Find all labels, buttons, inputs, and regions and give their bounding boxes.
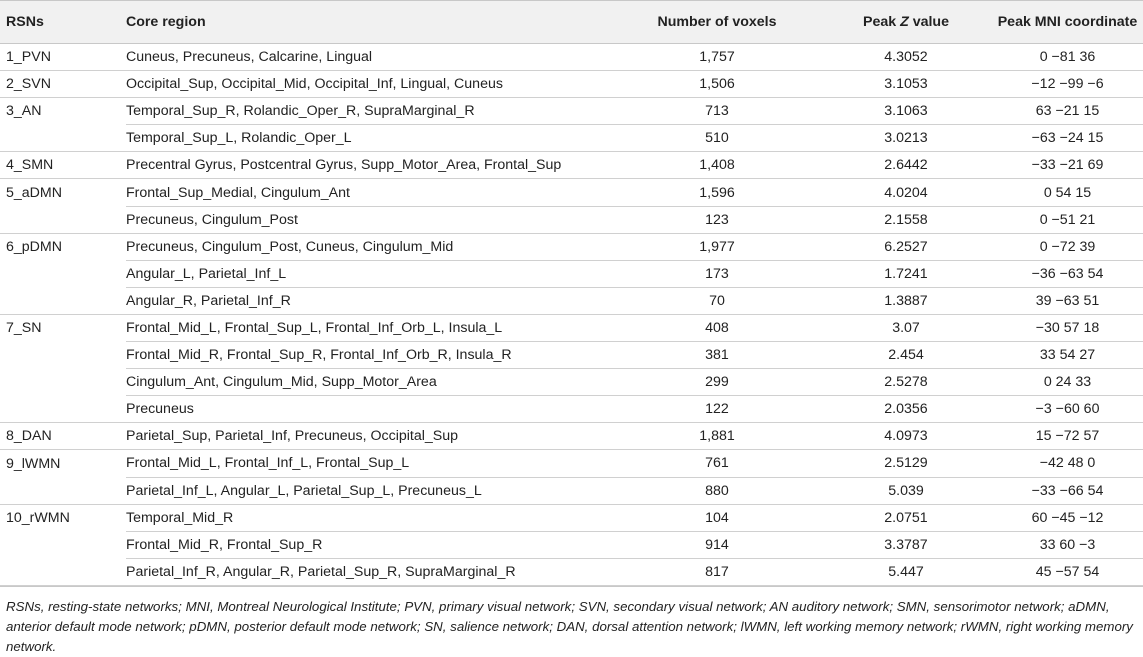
cell-peak-mni-coordinate: 33 60 −3 <box>986 531 1143 558</box>
cell-peak-mni-coordinate: 33 54 27 <box>986 342 1143 369</box>
header-rsns: RSNs <box>0 1 126 44</box>
table-row <box>0 558 1143 585</box>
cell-peak-z-value: 3.3787 <box>826 531 986 558</box>
table-row <box>0 152 1143 179</box>
table-row <box>0 477 1143 504</box>
cell-number-of-voxels: 761 <box>608 450 826 477</box>
cell-core-region: Parietal_Sup, Parietal_Inf, Precuneus, Occipital_Sup <box>126 423 608 450</box>
cell-core-region: Precuneus <box>126 396 608 423</box>
cell-peak-mni-coordinate: 63 −21 15 <box>986 98 1143 125</box>
header-core-region: Core region <box>126 1 608 44</box>
cell-number-of-voxels: 408 <box>608 314 826 341</box>
cell-number-of-voxels: 1,757 <box>608 44 826 71</box>
cell-rsn: 3_AN <box>6 103 42 120</box>
footnote-divider <box>0 586 1143 587</box>
cell-core-region: Precuneus, Cingulum_Post, Cuneus, Cingulum_Mid <box>126 233 608 260</box>
cell-rsn: 4_SMN <box>0 152 126 179</box>
table-header <box>0 1 1143 44</box>
cell-number-of-voxels: 880 <box>608 477 826 504</box>
cell-peak-mni-coordinate: 60 −45 −12 <box>986 504 1143 531</box>
header-peak-z-prefix: Peak <box>863 14 901 30</box>
table-row <box>0 44 1143 71</box>
cell-rsn: 7_SN <box>6 320 42 337</box>
header-peak-z-suffix: value <box>908 14 949 30</box>
cell-rsn <box>0 558 126 585</box>
cell-peak-mni-coordinate: 0 −72 39 <box>986 233 1143 260</box>
table-body <box>0 44 1143 586</box>
cell-peak-z-value: 2.0751 <box>826 504 986 531</box>
cell-core-region: Frontal_Mid_R, Frontal_Sup_R, Frontal_Inf_Orb_R, Insula_R <box>126 342 608 369</box>
cell-core-region: Frontal_Mid_L, Frontal_Sup_L, Frontal_Inf_Orb_L, Insula_L <box>126 314 608 341</box>
cell-number-of-voxels: 381 <box>608 342 826 369</box>
cell-core-region: Precuneus, Cingulum_Post <box>126 206 608 233</box>
cell-rsn <box>0 206 126 233</box>
cell-peak-z-value: 5.447 <box>826 558 986 585</box>
cell-peak-z-value: 6.2527 <box>826 233 986 260</box>
cell-peak-mni-coordinate: 0 54 15 <box>986 179 1143 206</box>
cell-number-of-voxels: 1,506 <box>608 71 826 98</box>
table-row <box>0 342 1143 369</box>
cell-peak-z-value: 4.3052 <box>826 44 986 71</box>
cell-number-of-voxels: 173 <box>608 260 826 287</box>
cell-peak-z-value: 3.1063 <box>826 98 986 125</box>
cell-rsn <box>0 342 126 369</box>
cell-peak-mni-coordinate: 45 −57 54 <box>986 558 1143 585</box>
table-footnote: RSNs, resting-state networks; MNI, Montreal Neurological Institute; PVN, primary visual network; SVN, secondary visual network; AN auditory network; SMN, sensorimotor network; aDMN, anterior default mode network; pDMN, posterior default mode network; SN, salience network; DAN, dorsal attention network; lWMN, left working memory network; rWMN, right working memory network. <box>6 599 1133 654</box>
header-row <box>0 1 1143 44</box>
cell-peak-mni-coordinate: 0 −51 21 <box>986 206 1143 233</box>
table-row <box>0 423 1143 450</box>
cell-peak-mni-coordinate: −42 48 0 <box>986 450 1143 477</box>
cell-number-of-voxels: 1,881 <box>608 423 826 450</box>
cell-peak-mni-coordinate: 0 24 33 <box>986 369 1143 396</box>
cell-rsn <box>0 369 126 396</box>
cell-peak-z-value: 1.3887 <box>826 287 986 314</box>
cell-rsn: 10_rWMN <box>6 509 70 526</box>
cell-core-region: Frontal_Mid_R, Frontal_Sup_R <box>126 531 608 558</box>
cell-peak-z-value: 3.1053 <box>826 71 986 98</box>
cell-rsn <box>0 260 126 287</box>
cell-core-region: Frontal_Mid_L, Frontal_Inf_L, Frontal_Sup_L <box>126 450 608 477</box>
cell-peak-z-value: 2.6442 <box>826 152 986 179</box>
cell-core-region: Frontal_Sup_Medial, Cingulum_Ant <box>126 179 608 206</box>
cell-peak-z-value: 2.1558 <box>826 206 986 233</box>
header-peak-z-value <box>826 1 986 44</box>
cell-peak-z-value: 4.0204 <box>826 179 986 206</box>
cell-number-of-voxels: 1,977 <box>608 233 826 260</box>
cell-rsn <box>0 531 126 558</box>
cell-number-of-voxels: 817 <box>608 558 826 585</box>
cell-rsn: 8_DAN <box>0 423 126 450</box>
cell-rsn: 9_lWMN <box>6 455 61 472</box>
cell-peak-mni-coordinate: −12 −99 −6 <box>986 71 1143 98</box>
cell-peak-z-value: 3.0213 <box>826 125 986 152</box>
cell-rsn: 5_aDMN <box>6 184 62 201</box>
cell-peak-z-value: 2.0356 <box>826 396 986 423</box>
cell-number-of-voxels: 299 <box>608 369 826 396</box>
cell-peak-z-value: 4.0973 <box>826 423 986 450</box>
cell-peak-mni-coordinate: −33 −21 69 <box>986 152 1143 179</box>
cell-peak-mni-coordinate: −3 −60 60 <box>986 396 1143 423</box>
cell-peak-mni-coordinate: −33 −66 54 <box>986 477 1143 504</box>
cell-number-of-voxels: 104 <box>608 504 826 531</box>
cell-number-of-voxels: 914 <box>608 531 826 558</box>
header-peak-mni-coordinate: Peak MNI coordinate <box>986 1 1143 44</box>
table-row <box>0 287 1143 314</box>
cell-rsn <box>0 125 126 152</box>
cell-number-of-voxels: 510 <box>608 125 826 152</box>
cell-number-of-voxels: 1,408 <box>608 152 826 179</box>
cell-core-region: Cingulum_Ant, Cingulum_Mid, Supp_Motor_Area <box>126 369 608 396</box>
table-row <box>0 125 1143 152</box>
cell-core-region: Angular_L, Parietal_Inf_L <box>126 260 608 287</box>
cell-rsn: 1_PVN <box>0 44 126 71</box>
table-row <box>0 71 1143 98</box>
cell-rsn: 6_pDMN <box>6 238 62 255</box>
table-row <box>0 233 1143 260</box>
cell-core-region: Temporal_Mid_R <box>126 504 608 531</box>
cell-peak-z-value: 5.039 <box>826 477 986 504</box>
cell-core-region: Cuneus, Precuneus, Calcarine, Lingual <box>126 44 608 71</box>
cell-number-of-voxels: 1,596 <box>608 179 826 206</box>
cell-peak-mni-coordinate: −36 −63 54 <box>986 260 1143 287</box>
table-row <box>0 98 1143 125</box>
header-number-of-voxels: Number of voxels <box>608 1 826 44</box>
cell-core-region: Parietal_Inf_R, Angular_R, Parietal_Sup_R, SupraMarginal_R <box>126 558 608 585</box>
table-row <box>0 260 1143 287</box>
table-row <box>0 531 1143 558</box>
cell-core-region: Temporal_Sup_R, Rolandic_Oper_R, SupraMarginal_R <box>126 98 608 125</box>
cell-core-region: Parietal_Inf_L, Angular_L, Parietal_Sup_L, Precuneus_L <box>126 477 608 504</box>
cell-rsn <box>0 396 126 423</box>
cell-peak-mni-coordinate: 39 −63 51 <box>986 287 1143 314</box>
table-row <box>0 396 1143 423</box>
cell-peak-z-value: 1.7241 <box>826 260 986 287</box>
cell-number-of-voxels: 123 <box>608 206 826 233</box>
cell-peak-z-value: 3.07 <box>826 314 986 341</box>
table-row <box>0 369 1143 396</box>
cell-number-of-voxels: 122 <box>608 396 826 423</box>
cell-core-region: Angular_R, Parietal_Inf_R <box>126 287 608 314</box>
header-peak-z-letter: Z <box>900 14 909 30</box>
cell-peak-z-value: 2.5278 <box>826 369 986 396</box>
cell-number-of-voxels: 70 <box>608 287 826 314</box>
cell-core-region: Occipital_Sup, Occipital_Mid, Occipital_Inf, Lingual, Cuneus <box>126 71 608 98</box>
cell-core-region: Precentral Gyrus, Postcentral Gyrus, Supp_Motor_Area, Frontal_Sup <box>126 152 608 179</box>
cell-peak-mni-coordinate: 15 −72 57 <box>986 423 1143 450</box>
cell-core-region: Temporal_Sup_L, Rolandic_Oper_L <box>126 125 608 152</box>
cell-peak-mni-coordinate: 0 −81 36 <box>986 44 1143 71</box>
cell-peak-mni-coordinate: −63 −24 15 <box>986 125 1143 152</box>
cell-rsn: 2_SVN <box>0 71 126 98</box>
table-row <box>0 314 1143 341</box>
cell-rsn <box>0 477 126 504</box>
cell-number-of-voxels: 713 <box>608 98 826 125</box>
table-row <box>0 450 1143 477</box>
cell-peak-mni-coordinate: −30 57 18 <box>986 314 1143 341</box>
table-row <box>0 179 1143 206</box>
table-row <box>0 504 1143 531</box>
cell-peak-z-value: 2.454 <box>826 342 986 369</box>
cell-peak-z-value: 2.5129 <box>826 450 986 477</box>
cell-rsn <box>0 287 126 314</box>
table-row <box>0 206 1143 233</box>
